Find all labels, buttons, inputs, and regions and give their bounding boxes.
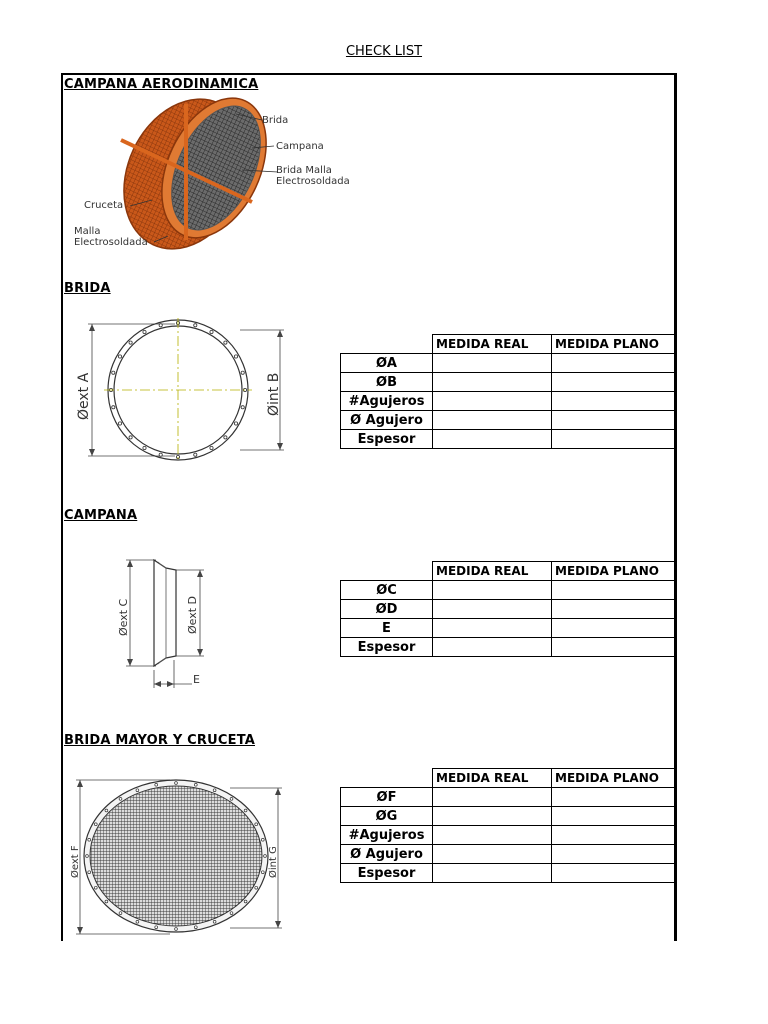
header-medida-real: MEDIDA REAL (433, 335, 552, 354)
bolt-hole (155, 783, 158, 786)
bolt-hole (143, 446, 146, 449)
callout-campana: Campana (276, 141, 324, 152)
medida-real-cell[interactable] (433, 411, 552, 430)
medida-real-cell[interactable] (433, 392, 552, 411)
table-row: ØG (341, 807, 676, 826)
dim-label-ext-d: Øext D (186, 595, 199, 634)
section-title-campana: CAMPANA (64, 508, 138, 523)
brida-mayor-measurement-table (340, 768, 676, 883)
medida-real-cell[interactable] (433, 354, 552, 373)
bolt-hole (244, 900, 247, 903)
page-title: CHECK LIST (345, 44, 423, 59)
section-title-brida: BRIDA (64, 281, 111, 296)
bolt-hole (86, 855, 89, 858)
bolt-hole (213, 789, 216, 792)
bolt-hole (241, 371, 244, 374)
bolt-hole (241, 406, 244, 409)
table-row: ØA (341, 354, 676, 373)
table-row: ØC (341, 581, 676, 600)
medida-real-cell[interactable] (433, 807, 552, 826)
medida-real-cell[interactable] (433, 638, 552, 657)
campana-profile-drawing (100, 552, 230, 692)
bolt-hole (194, 453, 197, 456)
bolt-hole (129, 341, 132, 344)
campana-aerodinamica-illustration (66, 96, 366, 264)
medida-plano-cell[interactable] (552, 807, 676, 826)
bolt-hole (118, 355, 121, 358)
medida-plano-cell[interactable] (552, 638, 676, 657)
callout-brida: Brida (262, 115, 289, 126)
bolt-hole (255, 823, 258, 826)
bolt-hole (159, 324, 162, 327)
bolt-hole (264, 855, 267, 858)
medida-plano-cell[interactable] (552, 392, 676, 411)
bolt-hole (194, 926, 197, 929)
medida-plano-cell[interactable] (552, 826, 676, 845)
table-row: E (341, 619, 676, 638)
bolt-hole (213, 920, 216, 923)
bolt-hole (94, 886, 97, 889)
table-row: Ø Agujero (341, 411, 676, 430)
table-row: ØB (341, 373, 676, 392)
bolt-hole (194, 324, 197, 327)
medida-real-cell[interactable] (433, 864, 552, 883)
bolt-hole (88, 838, 91, 841)
table-row: Espesor (341, 638, 676, 657)
bolt-hole (244, 809, 247, 812)
bolt-hole (210, 330, 213, 333)
medida-plano-cell[interactable] (552, 619, 676, 638)
bolt-hole (194, 783, 197, 786)
medida-plano-cell[interactable] (552, 411, 676, 430)
medida-plano-cell[interactable] (552, 600, 676, 619)
callout-malla: Malla (74, 226, 101, 237)
medida-plano-cell[interactable] (552, 845, 676, 864)
dim-label-ext-c: Øext C (117, 598, 130, 636)
section-title-brida-mayor-y-cruceta: BRIDA MAYOR Y CRUCETA (64, 733, 256, 748)
table-row: #Agujeros (341, 392, 676, 411)
dim-label-e: E (193, 673, 200, 686)
bolt-hole (234, 422, 237, 425)
callout-brida-malla-line2: Electrosoldada (276, 176, 350, 187)
medida-plano-cell[interactable] (552, 788, 676, 807)
medida-real-cell[interactable] (433, 430, 552, 449)
campana-measurement-table (340, 561, 676, 657)
bolt-hole (230, 912, 233, 915)
callout-brida-malla: Brida Malla (276, 165, 332, 176)
header-medida-plano: MEDIDA PLANO (552, 562, 676, 581)
medida-plano-cell[interactable] (552, 430, 676, 449)
medida-real-cell[interactable] (433, 826, 552, 845)
table-row: Espesor (341, 430, 676, 449)
bolt-hole (118, 422, 121, 425)
table-row: ØD (341, 600, 676, 619)
medida-real-cell[interactable] (433, 581, 552, 600)
medida-real-cell[interactable] (433, 619, 552, 638)
bolt-hole (88, 871, 91, 874)
bolt-hole (94, 823, 97, 826)
medida-plano-cell[interactable] (552, 354, 676, 373)
header-medida-plano: MEDIDA PLANO (552, 335, 676, 354)
bolt-hole (175, 928, 178, 931)
table-row: Espesor (341, 864, 676, 883)
bolt-hole (136, 920, 139, 923)
table-row: Ø Agujero (341, 845, 676, 864)
bolt-hole (234, 355, 237, 358)
bolt-hole (112, 406, 115, 409)
table-row: ØF (341, 788, 676, 807)
bolt-hole (261, 838, 264, 841)
medida-plano-cell[interactable] (552, 581, 676, 600)
bolt-hole (105, 809, 108, 812)
medida-real-cell[interactable] (433, 373, 552, 392)
brida-mayor-drawing (70, 776, 290, 938)
header-medida-real: MEDIDA REAL (433, 769, 552, 788)
bolt-hole (136, 789, 139, 792)
brida-measurement-table (340, 334, 676, 449)
callout-cruceta: Cruceta (84, 200, 124, 211)
dim-label-ext-a: Øext A (76, 372, 92, 420)
brida-drawing (70, 316, 300, 464)
dim-label-int-g: Øint G (268, 846, 279, 878)
section-title-campana-aerodinamica: CAMPANA AERODINAMICA (64, 77, 259, 92)
header-medida-real: MEDIDA REAL (433, 562, 552, 581)
bolt-hole (261, 871, 264, 874)
bolt-hole (155, 926, 158, 929)
bolt-hole (143, 330, 146, 333)
bolt-hole (129, 436, 132, 439)
medida-real-cell[interactable] (433, 788, 552, 807)
bolt-hole (119, 798, 122, 801)
bolt-hole (210, 446, 213, 449)
bolt-hole (224, 341, 227, 344)
bolt-hole (224, 436, 227, 439)
header-medida-plano: MEDIDA PLANO (552, 769, 676, 788)
bolt-hole (105, 900, 108, 903)
dim-label-ext-f: Øext F (70, 845, 81, 878)
bolt-hole (175, 782, 178, 785)
medida-plano-cell[interactable] (552, 864, 676, 883)
bolt-hole (159, 453, 162, 456)
bolt-hole (255, 886, 258, 889)
medida-plano-cell[interactable] (552, 373, 676, 392)
bolt-hole (119, 912, 122, 915)
medida-real-cell[interactable] (433, 600, 552, 619)
medida-real-cell[interactable] (433, 845, 552, 864)
dim-label-int-b: Øint B (266, 372, 282, 416)
bolt-hole (112, 371, 115, 374)
bolt-hole (230, 798, 233, 801)
table-row: #Agujeros (341, 826, 676, 845)
callout-malla-line2: Electrosoldada (74, 237, 148, 248)
